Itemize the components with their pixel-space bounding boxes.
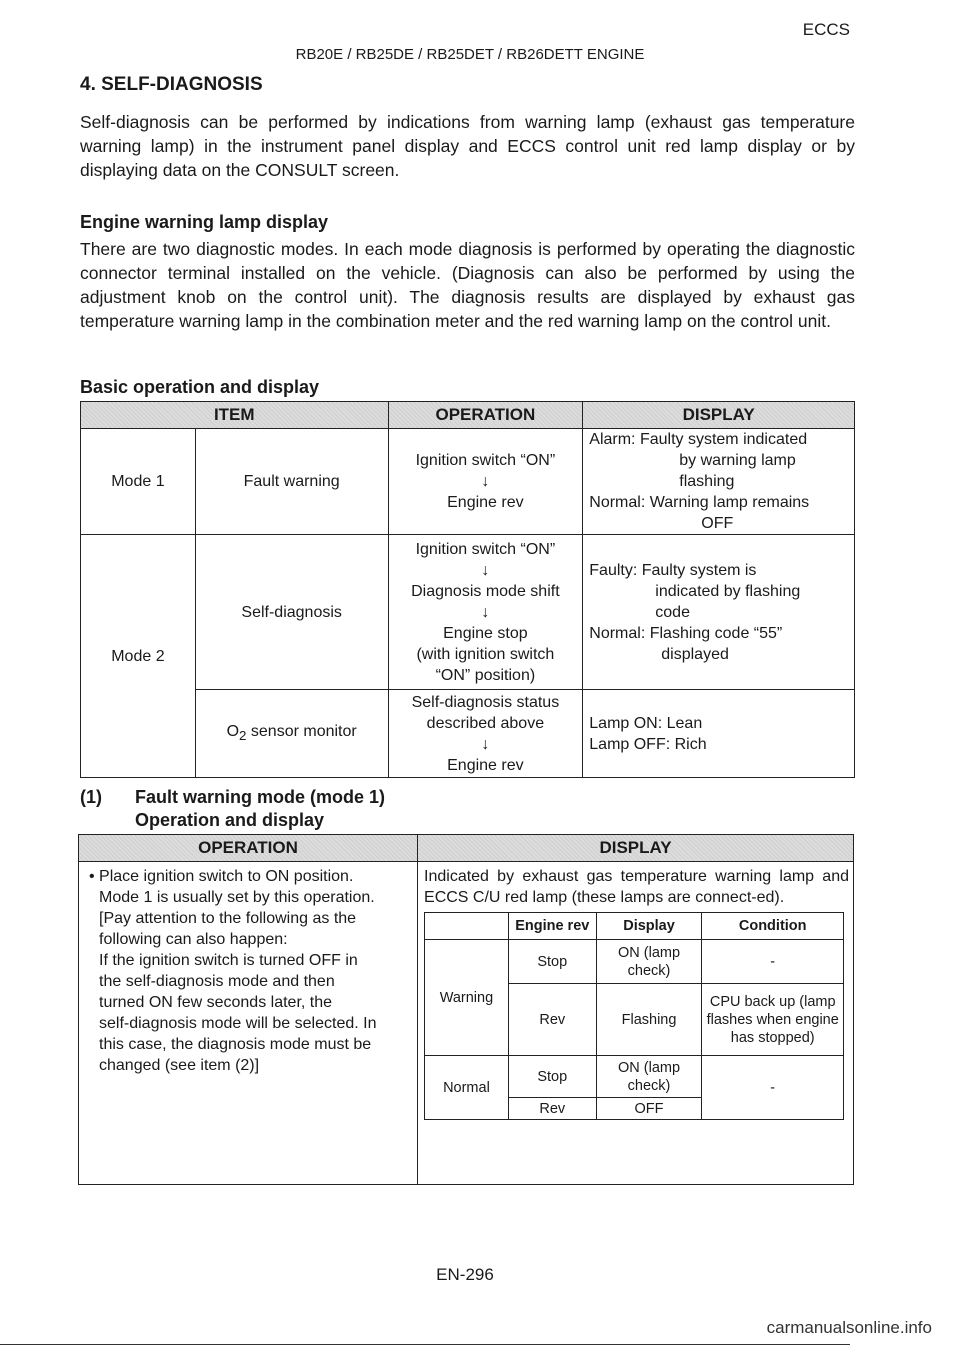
mode2-self-operation [388, 535, 583, 690]
arrow-down-icon: ↓ [481, 603, 490, 621]
op-line: Diagnosis mode shift [411, 582, 560, 600]
op-line: Engine rev [447, 494, 524, 511]
disp-line: Lamp ON: Lean [589, 714, 703, 732]
watermark-text: carmanualsonline.info [766, 1318, 932, 1337]
inner-header-condition: Condition [702, 913, 844, 940]
op-line: • Place ignition switch to ON position. [89, 868, 354, 885]
disp-line: Normal: Flashing code “55” [589, 624, 783, 642]
op-line: If the ignition switch is turned OFF in [99, 952, 358, 969]
mode2-o2-display [583, 690, 855, 778]
op-line: [Pay attention to the following as the [99, 910, 357, 927]
engine-lamp-paragraph [80, 237, 855, 333]
op-line: (with ignition switch [416, 645, 555, 663]
mode2-label: Mode 2 [81, 535, 196, 778]
op-line: Self-diagnosis status [411, 693, 560, 711]
table-row [425, 1056, 844, 1098]
mode1-label: Mode 1 [81, 429, 196, 535]
table-row-mode1 [81, 429, 855, 535]
header-operation: OPERATION [388, 402, 583, 429]
engine-lamp-text: There are two diagnostic modes. In each mode diagnosis is performed by operating the diagnostic connector terminal installed on the vehicle. (Diagnosis can also be performed by using the adjustment knob on the control unit). The diagnosis results are displayed by exhaust gas temperature warning lamp in the combination meter and the red warning lamp on the control unit. [80, 239, 855, 331]
display-intro: Indicated by exhaust gas temperature warning lamp and ECCS C/U red lamp (these lamps are connect-ed). [424, 868, 849, 906]
op-line: “ON” position) [435, 666, 536, 684]
display-value-cell: ON (lamp check) [596, 940, 702, 984]
disp-line: code [655, 603, 690, 621]
intro-paragraph [80, 110, 855, 182]
basic-operation-table [80, 401, 855, 778]
mode2-self-item: Self-diagnosis [195, 535, 388, 690]
mode1-table [78, 834, 854, 1185]
engine-line: RB20E / RB25DE / RB25DET / RB26DETT ENGINE [295, 46, 645, 63]
arrow-down-icon: ↓ [481, 473, 490, 490]
mode1-operation [388, 429, 583, 535]
mode1-display [583, 429, 855, 535]
display-value-cell: Flashing [596, 984, 702, 1056]
header-item: ITEM [81, 402, 389, 429]
disp-line: OFF [701, 515, 734, 532]
inner-header-display: Display [596, 913, 702, 940]
o2-item-text: O [226, 722, 240, 740]
table-row [79, 862, 854, 1185]
engine-rev-cell: Rev [508, 1098, 596, 1120]
engine-rev-cell: Rev [508, 984, 596, 1056]
condition-cell: CPU back up (lamp flashes when engine has stopped) [702, 984, 844, 1056]
disp-line: by warning lamp flashing [679, 452, 796, 490]
op-line: following can also happen: [99, 931, 288, 948]
op-line: Ignition switch “ON” [415, 452, 556, 469]
mode2-self-display [583, 535, 855, 690]
operation-cell [79, 862, 418, 1185]
intro-text: Self-diagnosis can be performed by indications from warning lamp (exhaust gas temperature warning lamp) in the instrument panel display and ECCS control unit red lamp display or by displaying data on the CONSULT screen. [80, 112, 855, 180]
display-cell [418, 862, 854, 1185]
table-row [425, 940, 844, 984]
mode1-item: Fault warning [195, 429, 388, 535]
op-line: this case, the diagnosis mode must be [99, 1036, 372, 1053]
header-display: DISPLAY [418, 835, 854, 862]
footer-divider [0, 1344, 850, 1345]
disp-line: indicated by flashing [655, 582, 801, 600]
op-line: described above [426, 714, 545, 732]
disp-line: Lamp OFF: Rich [589, 735, 707, 753]
condition-cell: - [702, 940, 844, 984]
header-display: DISPLAY [583, 402, 855, 429]
basic-table-heading: Basic operation and display [80, 377, 320, 397]
mode1-number: (1) [80, 787, 102, 807]
page-number: EN-296 [436, 1265, 494, 1284]
arrow-down-icon: ↓ [481, 561, 490, 579]
mode2-o2-operation [388, 690, 583, 778]
mode2-o2-item [195, 690, 388, 778]
warning-label: Warning [425, 940, 509, 1056]
inner-header-row [425, 913, 844, 940]
section-title: 4. SELF-DIAGNOSIS [80, 74, 263, 95]
inner-header-engine-rev: Engine rev [508, 913, 596, 940]
disp-line: Normal: Warning lamp remains [589, 494, 810, 511]
mode1-heading [80, 787, 385, 808]
o2-item-subscript: 2 [239, 728, 247, 744]
section-code: ECCS [802, 20, 850, 39]
disp-line: displayed [661, 645, 729, 663]
header-operation: OPERATION [79, 835, 418, 862]
normal-label: Normal [425, 1056, 509, 1120]
display-value-cell: OFF [596, 1098, 702, 1120]
op-line: Ignition switch “ON” [415, 540, 556, 558]
table-row-mode2-self [81, 535, 855, 690]
display-value-cell: ON (lamp check) [596, 1056, 702, 1098]
mode1-title: Fault warning mode (mode 1) [135, 787, 386, 807]
table-header-row [81, 402, 855, 429]
inner-header-blank [425, 913, 509, 940]
disp-line: Alarm: Faulty system indicated [589, 431, 808, 448]
op-line: turned ON few seconds later, the [99, 994, 333, 1011]
engine-lamp-heading: Engine warning lamp display [80, 212, 329, 232]
op-line: changed (see item (2)] [99, 1057, 260, 1074]
lamp-condition-table [424, 912, 844, 1120]
op-line: Engine rev [447, 756, 524, 774]
mode1-subheading: Operation and display [135, 810, 325, 830]
table-header-row [79, 835, 854, 862]
condition-cell: - [702, 1056, 844, 1120]
disp-line: Faulty: Faulty system is [589, 561, 757, 579]
engine-rev-cell: Stop [508, 1056, 596, 1098]
op-line: self-diagnosis mode will be selected. In [99, 1015, 377, 1032]
op-line: Mode 1 is usually set by this operation. [99, 889, 375, 906]
table-row-mode2-o2 [81, 690, 855, 778]
engine-rev-cell: Stop [508, 940, 596, 984]
o2-item-text: sensor monitor [246, 722, 357, 740]
arrow-down-icon: ↓ [481, 735, 490, 753]
op-line: the self-diagnosis mode and then [99, 973, 335, 990]
op-line: Engine stop [443, 624, 528, 642]
